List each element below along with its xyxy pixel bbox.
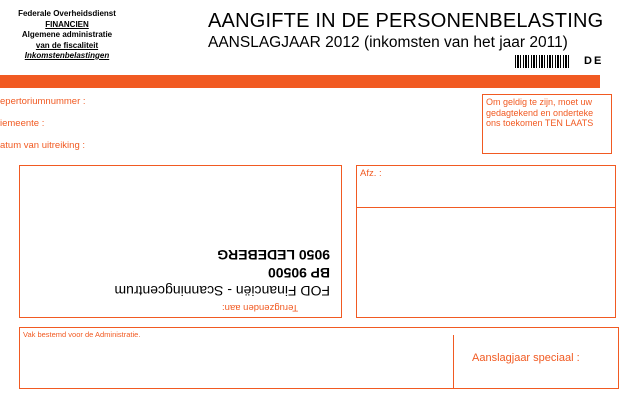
sender-label: Afz. : xyxy=(360,168,382,179)
issue-date-label: atum van uitreiking : xyxy=(0,140,86,151)
sender-divider xyxy=(356,207,616,208)
document-code: DE xyxy=(584,55,604,67)
issuer-line: FINANCIEN xyxy=(45,19,89,29)
special-year-label: Aanslagjaar speciaal : xyxy=(472,352,580,364)
issuer-line: Algemene administratie xyxy=(21,30,113,39)
return-label: Terugzenden aan: xyxy=(222,302,299,313)
form-title: AANGIFTE IN DE PERSONENBELASTING xyxy=(208,10,604,32)
sender-box xyxy=(356,165,616,318)
issuer-line: van de fiscaliteit xyxy=(35,40,99,50)
notice-line: gedagtekend en onderteke xyxy=(486,107,594,118)
gemeente-label: iemeente : xyxy=(0,118,45,129)
issuer-line: Inkomstenbelastingen xyxy=(24,51,110,60)
header-bar xyxy=(0,75,600,88)
issuer-block xyxy=(0,9,134,62)
address-line: 9050 LEDEBERG xyxy=(217,247,330,263)
repertorium-label: epertoriumnummer : xyxy=(0,96,86,107)
notice-line: Om geldig te zijn, moet uw xyxy=(486,97,593,107)
form-subtitle: AANSLAGJAAR 2012 (inkomsten van het jaar 2011) xyxy=(208,34,568,51)
barcode xyxy=(515,55,570,68)
administration-label: Vak bestemd voor de Administratie. xyxy=(23,330,141,339)
notice-line: ons toekomen TEN LAATS xyxy=(486,118,594,128)
address-line: FOD Financiën - Scanningcentrum xyxy=(114,283,330,299)
administration-divider xyxy=(453,335,454,389)
validity-notice xyxy=(482,94,612,154)
return-address xyxy=(100,220,330,300)
issuer-line: Federale Overheidsdienst xyxy=(18,9,116,18)
address-line: BP 90500 xyxy=(267,265,330,281)
